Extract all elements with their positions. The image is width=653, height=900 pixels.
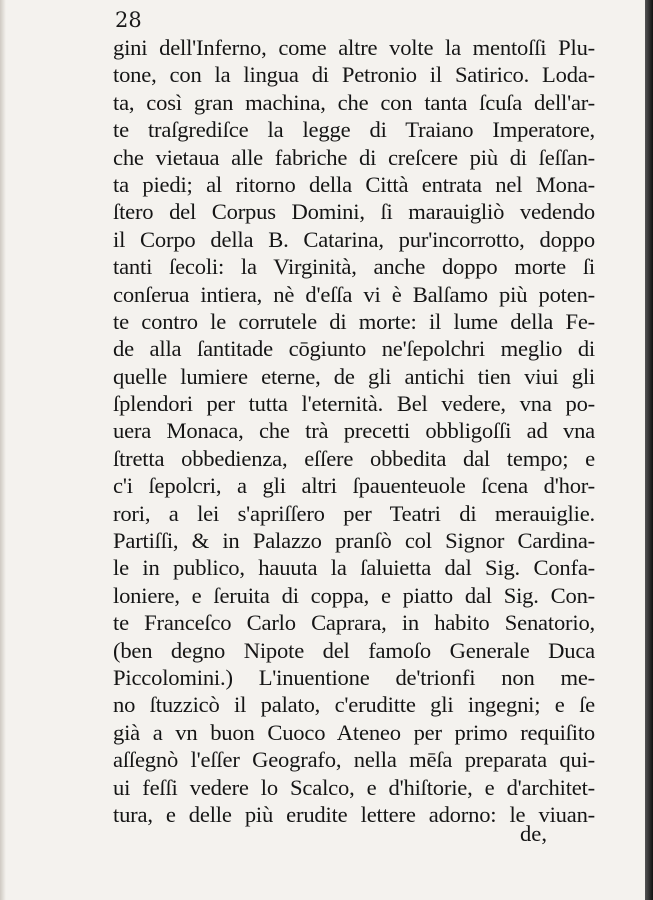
text-line: già a vn buon Cuoco Ateneo per primo requiſito (113, 719, 595, 745)
text-line: ta, così gran machina, che con tanta ſcuſa dell'ar- (113, 89, 595, 115)
text-line: Piccolomini.) L'inuentione de'trionfi non me- (113, 664, 595, 690)
text-line: tone, con la lingua di Petronio il Satirico. Loda- (113, 62, 595, 88)
text-line: te contro le corrutele di morte: il lume della Fe- (113, 308, 595, 334)
text-line: no ſtuzzicò il palato, c'eruditte gli ingegni; e ſe (113, 692, 595, 718)
body-text (113, 34, 595, 828)
text-line: ui feſſi vedere lo Scalco, e d'hiſtorie, e d'architet- (113, 774, 595, 800)
text-line: gini dell'Inferno, come altre volte la mentoſſi Plu- (113, 35, 595, 60)
page-edge-shadow (645, 0, 653, 900)
text-line: che vietaua alle fabriche di creſcere più di ſeſſan- (113, 144, 595, 170)
text-line: quelle lumiere eterne, de gli antichi tien viui gli (113, 363, 595, 389)
text-line: Partiſſi, & in Palazzo pranſò col Signor Cardina- (113, 528, 595, 554)
text-line: ſplendori per tutta l'eternità. Bel vedere, vna po- (113, 391, 595, 417)
catchword: de, (520, 821, 547, 846)
text-line: c'i ſepolcri, a gli altri ſpauenteuole ſcena d'hor- (113, 473, 595, 499)
text-line: te Franceſco Carlo Caprara, in habito Senatorio, (113, 610, 595, 636)
text-line: uera Monaca, che trà precetti obbligoſſi ad vna (113, 418, 595, 444)
text-line: aſſegnò l'eſſer Geografo, nella mēſa preparata qui- (113, 747, 595, 773)
text-line: tura, e delle più erudite lettere adorno: le viuan- (113, 801, 595, 827)
text-line: le in publico, hauuta la ſaluietta dal Sig. Confa- (113, 555, 595, 581)
text-line: loniere, e ſeruita di coppa, e piatto dal Sig. Con- (113, 582, 595, 608)
text-line: ta piedi; al ritorno della Città entrata nel Mona- (113, 171, 595, 197)
text-line: ſtero del Corpus Domini, ſi marauigliò vedendo (113, 199, 595, 225)
page-number: 28 (115, 8, 142, 32)
text-line: de alla ſantitade cōgiunto ne'ſepolchri meglio di (113, 336, 595, 362)
text-line: ſtretta obbedienza, eſſere obbedita dal tempo; e (113, 445, 595, 471)
text-line: rori, a lei s'apriſſero per Teatri di merauiglie. (113, 500, 595, 526)
text-line: conſerua intiera, nè d'eſſa vi è Balſamo più poten- (113, 281, 595, 307)
text-line: tanti ſecoli: la Virginità, anche doppo morte ſi (113, 254, 595, 280)
text-line: te traſgrediſce la legge di Traiano Imperatore, (113, 117, 595, 143)
text-line: il Corpo della B. Catarina, pur'incorrotto, doppo (113, 226, 595, 252)
text-line: (ben degno Nipote del famoſo Generale Duca (113, 637, 595, 663)
